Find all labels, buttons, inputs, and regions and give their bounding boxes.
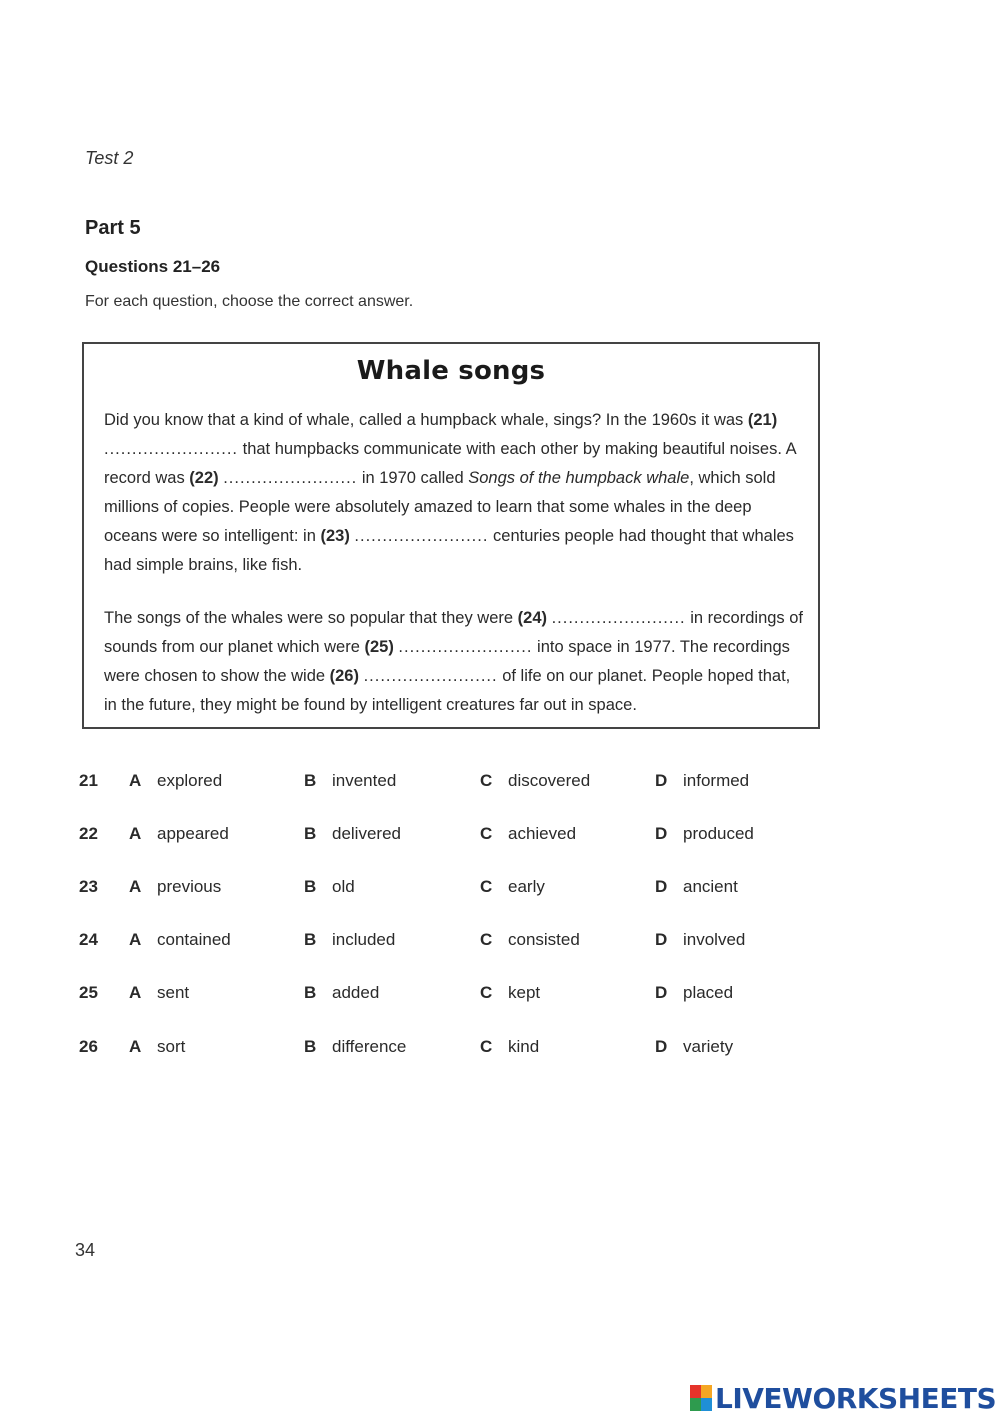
gap-23-blank[interactable]: ........................ [354,527,489,545]
passage-text: of life on our planet. People hoped that, in the future, they might be found by intelligent creatures far out in space. [104,667,791,714]
option-a[interactable]: A explored [129,771,223,790]
passage-title: Whale songs [356,356,546,386]
option-d[interactable]: D ancient [655,877,738,896]
option-d[interactable]: D informed [655,771,750,790]
option-a[interactable]: A contained [129,930,231,949]
question-row-22 [0,824,900,854]
record-title: Songs of the humpback whale [468,469,690,487]
gap-21-blank[interactable]: ........................ [104,440,239,458]
option-d[interactable]: D involved [655,930,746,949]
question-number: 23 [79,877,98,896]
option-a[interactable]: A sent [129,983,190,1002]
option-b[interactable]: B included [304,930,396,949]
option-b[interactable]: B old [304,877,355,896]
question-number: 22 [79,824,98,843]
option-c[interactable]: C achieved [480,824,577,843]
gap-22-blank[interactable]: ........................ [223,469,358,487]
logo-text: LIVEWORKSHEETS [715,1381,997,1415]
question-row-21 [0,771,900,801]
option-c[interactable]: C discovered [480,771,591,790]
gap-23-number: (23) [320,527,350,545]
gap-25-number: (25) [364,638,394,656]
passage-text: The songs of the whales were so popular that they were [104,609,518,627]
option-b[interactable]: B added [304,983,380,1002]
question-number: 21 [79,771,98,790]
passage-text: Did you know that a kind of whale, called a humpback whale, sings? In the 1960s it was [104,411,748,429]
option-a[interactable]: A previous [129,877,222,896]
liveworksheets-logo[interactable] [690,1381,996,1415]
option-d[interactable]: D produced [655,824,754,843]
passage-text: centuries people had thought that whales had simple brains, like fish. [104,527,794,574]
passage-text: into space in 1977. The recordings were chosen to show the wide [104,638,790,685]
option-b[interactable]: B difference [304,1037,407,1056]
passage-paragraph-1 [104,406,804,580]
gap-21-number: (21) [747,411,778,429]
option-a[interactable]: A sort [129,1037,186,1056]
option-c[interactable]: C consisted [480,930,580,949]
passage-paragraph-2 [104,604,804,720]
passage-box [82,342,820,729]
passage-text: , which sold millions of copies. People were absolutely amazed to learn that some whales in the deep oceans were so intelligent: in [104,469,776,545]
option-a[interactable]: A appeared [129,824,229,843]
question-number: 24 [79,930,98,949]
option-c[interactable]: C early [480,877,545,896]
question-row-24 [0,930,900,960]
gap-22-number: (22) [189,469,219,487]
option-d[interactable]: D placed [655,983,734,1002]
option-b[interactable]: B invented [304,771,397,790]
question-row-23 [0,877,900,907]
question-number: 26 [79,1037,98,1056]
questions-range: Questions 21–26 [85,257,221,276]
instruction-text: For each question, choose the correct answer. [85,293,414,310]
test-label: Test 2 [85,148,134,168]
passage-text: that humpbacks communicate with each other by making beautiful noises. A record was [104,440,796,487]
liveworksheets-logo-icon [690,1385,712,1411]
gap-24-number: (24) [517,609,547,627]
passage-text: in recordings of sounds from our planet which were [104,609,804,656]
gap-26-blank[interactable]: ........................ [363,667,498,685]
page-number: 34 [75,1240,96,1260]
question-row-26 [0,1037,900,1067]
option-c[interactable]: C kind [480,1037,540,1056]
option-b[interactable]: B delivered [304,824,401,843]
passage-text: in 1970 called [357,469,469,487]
part-title: Part 5 [85,217,141,239]
question-number: 25 [79,983,98,1002]
gap-25-blank[interactable]: ........................ [398,638,533,656]
option-c[interactable]: C kept [480,983,541,1002]
gap-26-number: (26) [329,667,359,685]
gap-24-blank[interactable]: ........................ [551,609,686,627]
question-row-25 [0,983,900,1013]
option-d[interactable]: D variety [655,1037,734,1056]
